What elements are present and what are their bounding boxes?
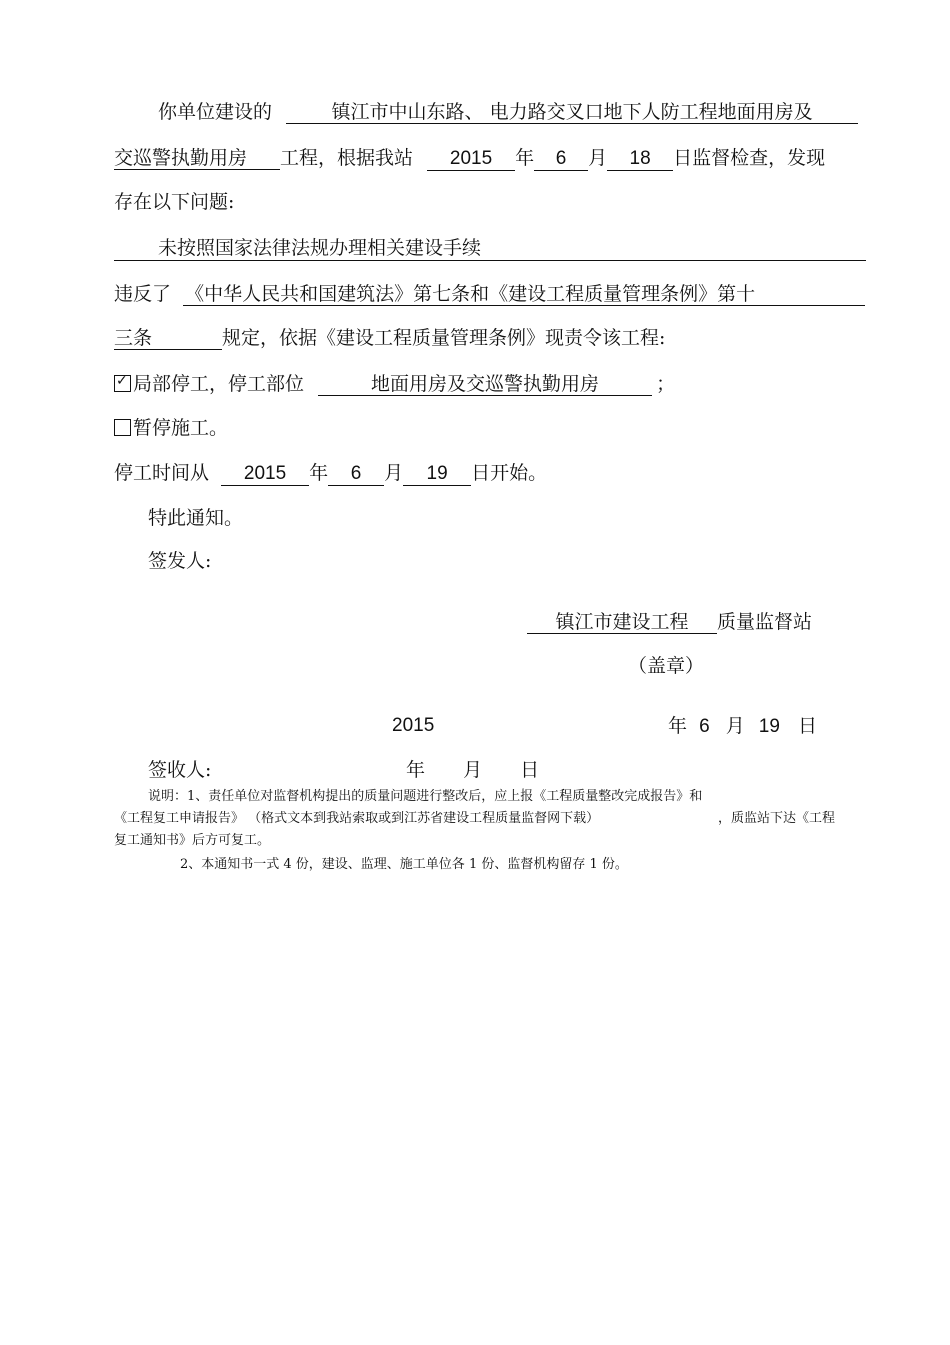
partial-stop-label: 局部停工，停工部位 [133, 373, 305, 395]
violated-law-part-1: 《中华人民共和国建筑法》第七条和《建设工程质量管理条例》第十 [183, 283, 865, 306]
note-line-2a: 《工程复工申请报告》 （格式文本到我站索取或到江苏省建设工程质量监督网下载） [114, 811, 600, 826]
option-partial-stop [114, 372, 675, 396]
suspend-checkbox[interactable] [114, 419, 131, 436]
violated-law-part-2: 三条 [114, 327, 222, 350]
project-name-part-1: 镇江市中山东路、 电力路交叉口地下人防工程地面用房及 [286, 101, 858, 124]
problem-underline [114, 260, 866, 261]
check-mark-icon: ✓ [116, 373, 128, 389]
intro-line-1 [158, 100, 858, 124]
stop-month-char: 月 [384, 462, 404, 484]
stop-month: 6 [328, 463, 384, 486]
stop-part-field: 地面用房及交巡警执勤用房 [318, 373, 652, 396]
seal-line [628, 654, 704, 678]
issuer-line [148, 549, 211, 573]
station-name: 镇江市建设工程 [527, 611, 717, 634]
project-name-part-2: 交巡警执勤用房 [114, 147, 280, 170]
stop-time-line [114, 461, 547, 486]
intro-prefix: 你单位建设的 [158, 101, 273, 123]
sign-year-char: 年 [668, 715, 688, 737]
sign-day: 19 [758, 716, 780, 737]
intro-mid-text: 工程，根据我站 [280, 147, 414, 169]
problems-heading: 存在以下问题: [114, 191, 235, 213]
stop-day: 19 [403, 463, 471, 486]
violation-mid-text: 规定，依据《建设工程质量管理条例》现责令该工程: [222, 327, 666, 349]
note-line-2b: ，质监站下达《工程 [718, 811, 836, 826]
station-suffix: 质量监督站 [717, 611, 813, 633]
violation-line-1 [114, 282, 865, 306]
sign-date-rest [668, 714, 817, 739]
sign-month: 6 [699, 716, 710, 737]
option-tail: ； [656, 373, 676, 395]
intro-tail-text: 日监督检查，发现 [673, 147, 826, 169]
receiver-date [406, 758, 539, 782]
year-char: 年 [515, 147, 535, 169]
option-suspend [114, 416, 228, 440]
problem-line [158, 236, 481, 260]
stop-year: 2015 [221, 463, 309, 486]
inspection-day: 18 [607, 148, 673, 171]
receiver-month-char: 月 [463, 759, 483, 781]
seal-text: （盖章） [628, 655, 705, 677]
suspend-label: 暂停施工。 [133, 417, 229, 439]
stop-year-char: 年 [309, 462, 329, 484]
violation-line-2 [114, 326, 665, 350]
sign-month-char: 月 [725, 715, 745, 737]
stop-time-prefix: 停工时间从 [114, 462, 210, 484]
station-line [527, 610, 812, 634]
notice-text: 特此通知。 [148, 507, 244, 529]
note-line-1: 说明：1、责任单位对监督机构提出的质量问题进行整改后，应上报《工程质量整改完成报告》和 [148, 789, 703, 804]
sign-date-year: 2015 [392, 715, 435, 736]
month-char: 月 [588, 147, 608, 169]
notice-line [148, 506, 243, 530]
sign-day-char: 日 [797, 715, 817, 737]
violation-prefix: 违反了 [114, 283, 172, 305]
receiver-label: 签收人: [148, 759, 212, 781]
issuer-label: 签发人: [148, 550, 212, 572]
receiver-line [148, 758, 211, 782]
receiver-day-char: 日 [520, 759, 540, 781]
note-line-3: 复工通知书》后方可复工。 [114, 833, 271, 848]
inspection-month: 6 [534, 148, 588, 171]
inspection-year: 2015 [427, 148, 515, 171]
stop-tail: 日开始。 [471, 462, 548, 484]
problem-text: 未按照国家法律法规办理相关建设手续 [158, 237, 482, 259]
receiver-year-char: 年 [406, 759, 426, 781]
note-line-4: 2、本通知书一式 4 份，建设、监理、施工单位各 1 份、监督机构留存 1 份。 [180, 857, 628, 872]
partial-stop-checkbox[interactable] [114, 375, 131, 392]
intro-line-3 [114, 190, 234, 214]
intro-line-2 [114, 146, 825, 171]
